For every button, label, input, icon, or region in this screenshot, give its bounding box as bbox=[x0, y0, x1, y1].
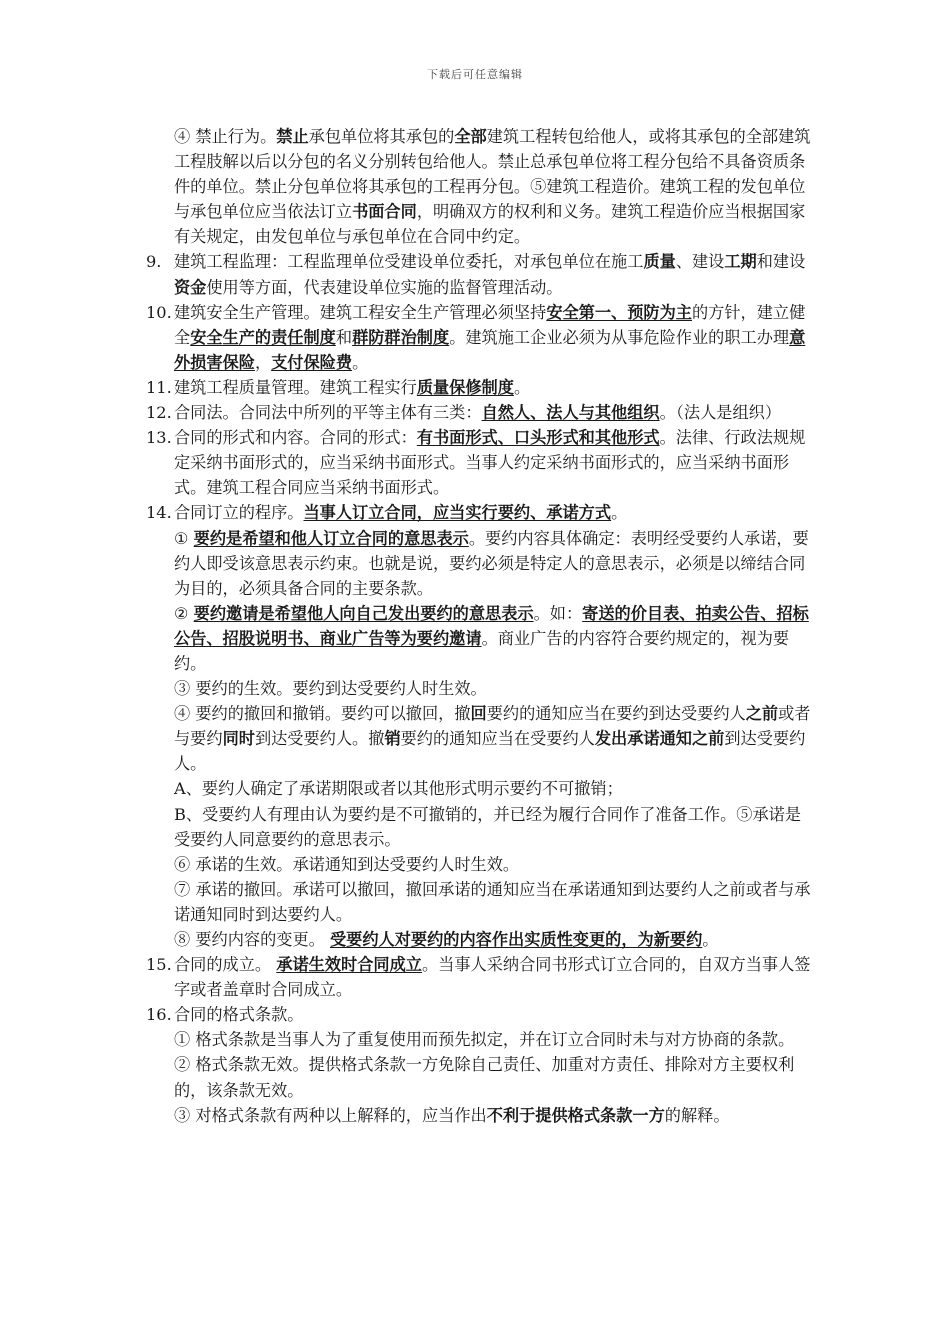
numbered-item bbox=[146, 425, 814, 500]
body-text: ③ 对格式条款有两种以上解释的，应当作出 bbox=[174, 1105, 487, 1125]
paragraph bbox=[146, 1103, 814, 1128]
key-point-text: 寄送的价目表、拍卖公告、招标公告、招股说明书、商业广告等为要约邀请 bbox=[174, 603, 809, 648]
body-text: 和建设 bbox=[756, 252, 806, 272]
body-text: 。建筑施工企业必须为从事危险作业的职工办理 bbox=[449, 327, 790, 347]
body-text: 。如： bbox=[533, 603, 583, 623]
numbered-item bbox=[146, 375, 814, 400]
body-text: 。法律、行政法规规定采纳书面形式的，应当采纳书面形式。当事人约定采纳书面形式的，应当采纳书面形式。建筑工程合同应当采纳书面形式。 bbox=[174, 428, 806, 498]
item-number: 15. bbox=[146, 955, 172, 975]
bold-text: 资金 bbox=[174, 277, 207, 297]
numbered-item bbox=[146, 300, 814, 375]
key-point-text: 受要约人对要约的内容作出实质性变更的，为新要约 bbox=[329, 930, 703, 949]
key-point-text: 支付保险费 bbox=[271, 352, 353, 372]
bold-text: 工期 bbox=[724, 252, 757, 272]
key-point-text: 自然人、法人与其他组织 bbox=[481, 403, 660, 423]
paragraph bbox=[146, 601, 814, 676]
item-number: 16. bbox=[146, 1005, 172, 1025]
body-text: 合同的形式和内容。合同的形式： bbox=[174, 428, 417, 448]
body-text: 。商业广告的内容符合要约规定的，视为要约。 bbox=[174, 628, 790, 673]
paragraph bbox=[146, 802, 814, 852]
body-text: ② bbox=[174, 603, 194, 623]
document-body bbox=[146, 124, 814, 1128]
body-text: 或者与要约 bbox=[174, 704, 811, 749]
paragraph bbox=[146, 526, 814, 601]
paragraph bbox=[146, 776, 814, 801]
paragraph bbox=[146, 124, 814, 249]
bold-text: 销 bbox=[384, 729, 401, 749]
key-point-text: 群防群治制度 bbox=[352, 327, 450, 347]
paragraph bbox=[146, 852, 814, 877]
numbered-item bbox=[146, 952, 814, 1002]
body-text: 、建设 bbox=[675, 252, 725, 272]
body-text: 到达受要约人。撤 bbox=[254, 729, 385, 749]
paragraph bbox=[146, 701, 814, 776]
body-text: ③ 要约的生效。要约到达受要约人时生效。 bbox=[174, 679, 487, 699]
bold-text: 同时 bbox=[222, 729, 255, 749]
bold-text: 回 bbox=[470, 704, 487, 724]
body-text: ⑦ 承诺的撤回。承诺可以撤回，撤回承诺的通知应当在承诺通知到达要约人之前或者与承诺通知同时到达要约人。 bbox=[174, 879, 811, 924]
item-number: 14. bbox=[146, 503, 172, 523]
key-point-text: 要约是希望和他人订立合同的意思表示 bbox=[193, 528, 469, 548]
body-text: 使用等方面，代表建设单位实施的监督管理活动。 bbox=[206, 277, 563, 297]
body-text: ⑧ 要约内容的变更。 bbox=[174, 930, 330, 949]
body-text: 到达受要约人。 bbox=[174, 729, 806, 774]
body-text: ② 格式条款无效。提供格式条款一方免除自己责任、加重对方责任、排除对方主要权利的，该条款无效。 bbox=[174, 1055, 795, 1100]
item-number: 11. bbox=[146, 377, 172, 397]
body-text: ，明确双方的权利和义务。建筑工程造价应当根据国家有关规定，由发包单位与承包单位在合同中约定。 bbox=[174, 202, 806, 247]
key-point-text: 当事人订立合同，应当实行要约、承诺方式 bbox=[303, 503, 612, 523]
body-text: ① bbox=[174, 528, 194, 548]
numbered-item bbox=[146, 500, 814, 525]
bold-text: 全部 bbox=[454, 127, 487, 146]
body-text: 。 bbox=[513, 377, 531, 397]
numbered-item bbox=[146, 1002, 814, 1027]
bold-text: 书面合同 bbox=[352, 202, 417, 222]
body-text: ④ 禁止行为。 bbox=[174, 127, 277, 146]
key-point-text: 质量保修制度 bbox=[416, 377, 514, 397]
body-text: 建筑工程转包给他人，或将其承包的全部建筑工程肢解以后以分包的名义分别转包给他人。禁止总承包单位将工程分包给不具备资质条件的单位。禁止分包单位将其承包的工程再分包。⑤建筑工程造价。建筑工程的发包单位与承包单位应当依法订立 bbox=[174, 127, 811, 222]
numbered-item bbox=[146, 400, 814, 425]
bold-text: 发出承诺通知之前 bbox=[594, 729, 725, 749]
body-text: 建筑工程监理：工程监理单位受建设单位委托，对承包单位在施工 bbox=[174, 252, 644, 272]
body-text: 合同的格式条款。 bbox=[174, 1005, 304, 1025]
body-text: 承包单位将其承包的 bbox=[308, 127, 455, 146]
paragraph bbox=[146, 877, 814, 927]
bold-text: 禁止 bbox=[276, 127, 309, 146]
paragraph bbox=[146, 1027, 814, 1052]
bold-text: 之前 bbox=[745, 704, 779, 724]
body-text: ⑥ 承诺的生效。承诺通知到达受要约人时生效。 bbox=[174, 854, 520, 874]
body-text: 的方针，建立健全 bbox=[174, 302, 806, 347]
numbered-item bbox=[146, 249, 814, 299]
body-text: ， bbox=[254, 352, 272, 372]
bold-text: 质量 bbox=[643, 252, 676, 272]
bold-text: 不利于提供格式条款一方 bbox=[486, 1105, 665, 1125]
body-text: 。当事人采纳合同书形式订立合同的，自双方当事人签字或者盖章时合同成立。 bbox=[174, 955, 811, 1000]
item-number: 9. bbox=[146, 252, 162, 272]
key-point-text: 安全生产的责任制度 bbox=[190, 327, 336, 347]
item-number: 12. bbox=[146, 403, 172, 423]
body-text: B、受要约人有理由认为要约是不可撤销的，并已经为履行合同作了准备工作。⑤承诺是受要约人同意要约的意思表示。 bbox=[174, 804, 802, 849]
paragraph bbox=[146, 1052, 814, 1102]
body-text: 和 bbox=[335, 327, 353, 347]
body-text: 。（法人是组织） bbox=[659, 403, 782, 423]
key-point-text: 承诺生效时合同成立 bbox=[276, 955, 422, 975]
body-text: 合同订立的程序。 bbox=[174, 503, 304, 523]
key-point-text: 有书面形式、口头形式和其他形式 bbox=[416, 428, 660, 448]
key-point-text: 要约邀请是希望他人向自己发出要约的意思表示 bbox=[193, 603, 534, 623]
item-number: 13. bbox=[146, 428, 172, 448]
body-text: ④ 要约的撤回和撤销。要约可以撤回，撤 bbox=[174, 704, 471, 724]
key-point-text: 意外损害保险 bbox=[174, 327, 806, 372]
body-text: 合同法。合同法中所列的平等主体有三类： bbox=[174, 403, 482, 423]
page-header: 下载后可任意编辑 bbox=[427, 68, 523, 81]
key-point-text: 安全第一、预防为主 bbox=[546, 302, 692, 322]
paragraph bbox=[146, 676, 814, 701]
body-text: 合同的成立。 bbox=[174, 955, 277, 975]
body-text: ① 格式条款是当事人为了重复使用而预先拟定，并在订立合同时未与对方协商的条款。 bbox=[174, 1030, 795, 1050]
paragraph bbox=[146, 927, 814, 952]
body-text: 。 bbox=[611, 503, 628, 523]
body-text: 。 bbox=[702, 930, 719, 949]
item-number: 10. bbox=[146, 302, 172, 322]
body-text: 要约的通知应当在受要约人 bbox=[400, 729, 595, 749]
body-text: A、要约人确定了承诺期限或者以其他形式明示要约不可撤销； bbox=[174, 779, 623, 799]
body-text: 。 bbox=[352, 352, 369, 372]
body-text: 建筑安全生产管理。建筑工程安全生产管理必须坚持 bbox=[174, 302, 547, 322]
body-text: 。要约内容具体确定：表明经受要约人承诺，要约人即受该意思表示约束。也就是说，要约必须是特定人的意思表示，必须是以缔结合同为目的，必须具备合同的主要条款。 bbox=[174, 528, 809, 598]
body-text: 要约的通知应当在要约到达受要约人 bbox=[486, 704, 746, 724]
body-text: 的解释。 bbox=[664, 1105, 730, 1125]
body-text: 建筑工程质量管理。建筑工程实行 bbox=[174, 377, 417, 397]
